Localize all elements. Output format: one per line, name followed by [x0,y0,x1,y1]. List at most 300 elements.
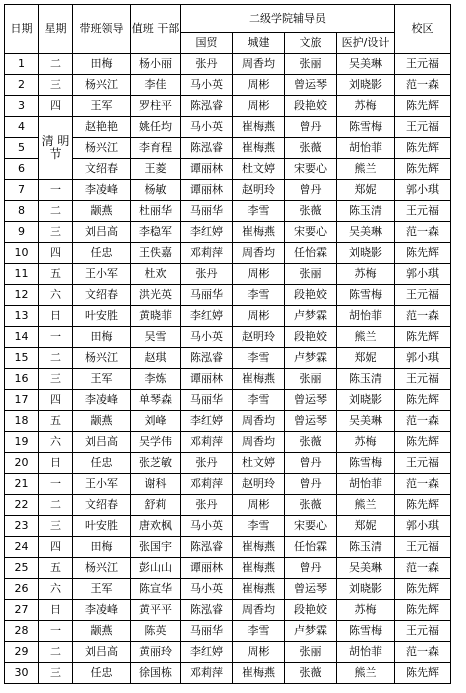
cell-date: 3 [5,96,39,117]
cell-yihu-sheji: 熊兰 [337,327,395,348]
cell-duty-cadre: 谢科 [131,474,181,495]
table-row [5,474,451,495]
cell-guomao: 马丽华 [181,201,233,222]
cell-yihu-sheji: 熊兰 [337,159,395,180]
cell-wenlv: 段艳姣 [285,285,337,306]
cell-weekday: 一 [39,327,73,348]
cell-yihu-sheji: 苏梅 [337,264,395,285]
cell-leader: 叶安胜 [73,516,131,537]
cell-leader: 任忠 [73,663,131,684]
cell-date: 8 [5,201,39,222]
cell-guomao: 马丽华 [181,621,233,642]
cell-wenlv: 张丽 [285,264,337,285]
cell-leader: 颛燕 [73,621,131,642]
cell-date: 13 [5,306,39,327]
cell-wenlv: 卢梦霖 [285,348,337,369]
cell-duty-cadre: 王佚嘉 [131,243,181,264]
cell-guomao: 张丹 [181,495,233,516]
table-row [5,600,451,621]
cell-guomao: 李红婷 [181,222,233,243]
cell-chengjian: 周香均 [233,411,285,432]
cell-yihu-sheji: 吴美琳 [337,222,395,243]
cell-yihu-sheji: 刘晓影 [337,579,395,600]
header-leader: 带班领导 [73,5,131,54]
cell-wenlv: 曾丹 [285,474,337,495]
cell-weekday: 二 [39,54,73,75]
cell-weekday: 三 [39,75,73,96]
cell-weekday: 三 [39,369,73,390]
cell-date: 16 [5,369,39,390]
subheader-guomao: 国贸 [181,33,233,54]
cell-campus: 陈先辉 [395,327,451,348]
cell-chengjian: 杜文婷 [233,453,285,474]
table-row [5,243,451,264]
cell-wenlv: 张丽 [285,369,337,390]
cell-weekday: 一 [39,621,73,642]
cell-leader: 王军 [73,96,131,117]
cell-leader: 田梅 [73,54,131,75]
cell-date: 25 [5,558,39,579]
cell-chengjian: 赵明玲 [233,180,285,201]
table-row [5,579,451,600]
cell-weekday: 四 [39,537,73,558]
cell-chengjian: 李雪 [233,621,285,642]
subheader-wenlv: 文旅 [285,33,337,54]
cell-leader: 李凌峰 [73,180,131,201]
cell-duty-cadre: 徐国栋 [131,663,181,684]
cell-duty-cadre: 吴学伟 [131,432,181,453]
cell-leader: 刘吕高 [73,642,131,663]
cell-duty-cadre: 杨小丽 [131,54,181,75]
cell-guomao: 张丹 [181,453,233,474]
cell-leader: 田梅 [73,537,131,558]
cell-yihu-sheji: 熊兰 [337,495,395,516]
cell-date: 26 [5,579,39,600]
cell-date: 29 [5,642,39,663]
cell-leader: 田梅 [73,327,131,348]
cell-duty-cadre: 张芝敏 [131,453,181,474]
cell-yihu-sheji: 苏梅 [337,600,395,621]
cell-campus: 范一森 [395,75,451,96]
cell-weekday: 日 [39,600,73,621]
cell-weekday: 日 [39,306,73,327]
cell-guomao: 马小英 [181,516,233,537]
table-row [5,54,451,75]
cell-wenlv: 宋要心 [285,516,337,537]
cell-duty-cadre: 杜丽华 [131,201,181,222]
cell-campus: 范一森 [395,222,451,243]
cell-weekday: 三 [39,663,73,684]
cell-chengjian: 周彬 [233,495,285,516]
table-row [5,180,451,201]
header-weekday: 星期 [39,5,73,54]
cell-wenlv: 曾运琴 [285,390,337,411]
cell-yihu-sheji: 苏梅 [337,96,395,117]
cell-guomao: 谭丽林 [181,159,233,180]
cell-guomao: 邓莉萍 [181,432,233,453]
cell-guomao: 谭丽林 [181,558,233,579]
cell-weekday: 日 [39,453,73,474]
cell-leader: 李凌峰 [73,390,131,411]
duty-schedule-table [4,4,451,684]
table-row [5,516,451,537]
holiday-cell: 清 明 节 [39,117,73,180]
cell-weekday: 一 [39,180,73,201]
cell-leader: 刘吕高 [73,222,131,243]
cell-date: 28 [5,621,39,642]
cell-wenlv: 曾丹 [285,558,337,579]
cell-campus: 陈先辉 [395,600,451,621]
cell-chengjian: 李雪 [233,516,285,537]
cell-yihu-sheji: 胡怡菲 [337,306,395,327]
cell-yihu-sheji: 陈雪梅 [337,285,395,306]
cell-wenlv: 段艳姣 [285,96,337,117]
cell-chengjian: 周彬 [233,306,285,327]
cell-campus: 王元福 [395,201,451,222]
cell-leader: 颛燕 [73,411,131,432]
table-row [5,327,451,348]
header-date: 日期 [5,5,39,54]
cell-yihu-sheji: 吴美琳 [337,54,395,75]
cell-guomao: 陈泓睿 [181,138,233,159]
cell-leader: 文绍春 [73,285,131,306]
cell-chengjian: 崔梅燕 [233,537,285,558]
cell-yihu-sheji: 陈雪梅 [337,621,395,642]
cell-wenlv: 曾运琴 [285,579,337,600]
cell-yihu-sheji: 吴美琳 [337,558,395,579]
cell-chengjian: 赵明玲 [233,327,285,348]
cell-yihu-sheji: 刘晓影 [337,75,395,96]
cell-chengjian: 崔梅燕 [233,663,285,684]
cell-duty-cadre: 吴雪 [131,327,181,348]
cell-chengjian: 周彬 [233,75,285,96]
cell-chengjian: 周香均 [233,243,285,264]
cell-weekday: 五 [39,558,73,579]
cell-chengjian: 周彬 [233,96,285,117]
cell-weekday: 二 [39,201,73,222]
subheader-yihu-sheji: 医护/设计 [337,33,395,54]
cell-yihu-sheji: 陈玉清 [337,369,395,390]
cell-duty-cadre: 彭山山 [131,558,181,579]
cell-chengjian: 李雪 [233,348,285,369]
cell-leader: 叶安胜 [73,306,131,327]
cell-yihu-sheji: 陈雪梅 [337,453,395,474]
cell-wenlv: 宋要心 [285,159,337,180]
cell-yihu-sheji: 刘晓影 [337,390,395,411]
cell-wenlv: 曾丹 [285,180,337,201]
cell-wenlv: 任怡霖 [285,537,337,558]
cell-duty-cadre: 张国宇 [131,537,181,558]
cell-wenlv: 曾运琴 [285,75,337,96]
cell-duty-cadre: 洪光英 [131,285,181,306]
table-row [5,432,451,453]
cell-wenlv: 张薇 [285,201,337,222]
cell-duty-cadre: 刘峰 [131,411,181,432]
table-row [5,201,451,222]
cell-guomao: 李红婷 [181,642,233,663]
cell-duty-cadre: 姚任均 [131,117,181,138]
cell-weekday: 二 [39,642,73,663]
cell-date: 22 [5,495,39,516]
cell-chengjian: 崔梅燕 [233,369,285,390]
cell-guomao: 谭丽林 [181,369,233,390]
cell-campus: 王元福 [395,369,451,390]
cell-duty-cadre: 黄平平 [131,600,181,621]
table-row [5,222,451,243]
cell-duty-cadre: 罗柱平 [131,96,181,117]
cell-wenlv: 任怡霖 [285,243,337,264]
cell-leader: 王军 [73,579,131,600]
cell-guomao: 张丹 [181,264,233,285]
cell-weekday: 四 [39,243,73,264]
table-row [5,117,451,138]
table-row [5,663,451,684]
table-row [5,369,451,390]
cell-leader: 颛燕 [73,201,131,222]
cell-date: 27 [5,600,39,621]
cell-date: 1 [5,54,39,75]
cell-campus: 王元福 [395,453,451,474]
cell-wenlv: 张薇 [285,138,337,159]
cell-date: 17 [5,390,39,411]
cell-chengjian: 周香均 [233,600,285,621]
cell-guomao: 邓莉萍 [181,474,233,495]
cell-guomao: 陈泓睿 [181,600,233,621]
table-row [5,75,451,96]
cell-date: 23 [5,516,39,537]
cell-weekday: 三 [39,222,73,243]
table-row [5,264,451,285]
cell-campus: 陈先辉 [395,432,451,453]
cell-chengjian: 崔梅燕 [233,222,285,243]
cell-duty-cadre: 舒莉 [131,495,181,516]
cell-weekday: 三 [39,516,73,537]
cell-campus: 郭小琪 [395,264,451,285]
cell-leader: 王军 [73,369,131,390]
cell-yihu-sheji: 陈玉清 [337,201,395,222]
cell-duty-cadre: 李育程 [131,138,181,159]
cell-duty-cadre: 黄晓菲 [131,306,181,327]
cell-campus: 王元福 [395,621,451,642]
cell-duty-cadre: 赵琪 [131,348,181,369]
cell-duty-cadre: 单琴森 [131,390,181,411]
cell-campus: 陈先辉 [395,96,451,117]
cell-wenlv: 卢梦霖 [285,306,337,327]
cell-weekday: 六 [39,285,73,306]
cell-wenlv: 张薇 [285,663,337,684]
cell-wenlv: 曾运琴 [285,411,337,432]
cell-chengjian: 崔梅燕 [233,558,285,579]
cell-duty-cadre: 陈英 [131,621,181,642]
cell-yihu-sheji: 郑妮 [337,348,395,369]
cell-leader: 杨兴江 [73,75,131,96]
cell-leader: 李凌峰 [73,600,131,621]
cell-guomao: 李红婷 [181,411,233,432]
cell-guomao: 马丽华 [181,390,233,411]
cell-weekday: 六 [39,579,73,600]
cell-campus: 陈先辉 [395,159,451,180]
cell-guomao: 谭丽林 [181,180,233,201]
cell-wenlv: 宋要心 [285,222,337,243]
table-row [5,642,451,663]
cell-wenlv: 曾丹 [285,453,337,474]
cell-campus: 陈先辉 [395,390,451,411]
header-duty-cadre: 值班 干部 [131,5,181,54]
cell-chengjian: 崔梅燕 [233,117,285,138]
cell-date: 9 [5,222,39,243]
cell-campus: 范一森 [395,558,451,579]
cell-date: 21 [5,474,39,495]
cell-yihu-sheji: 苏梅 [337,432,395,453]
cell-duty-cadre: 杨敏 [131,180,181,201]
cell-duty-cadre: 黄丽玲 [131,642,181,663]
cell-date: 24 [5,537,39,558]
header-college-counselors: 二级学院辅导员 [181,5,395,33]
table-row [5,96,451,117]
cell-chengjian: 赵明玲 [233,474,285,495]
cell-date: 4 [5,117,39,138]
cell-chengjian: 李雪 [233,390,285,411]
cell-chengjian: 周彬 [233,264,285,285]
cell-date: 5 [5,138,39,159]
cell-weekday: 二 [39,348,73,369]
cell-campus: 陈先辉 [395,138,451,159]
cell-yihu-sheji: 胡怡菲 [337,474,395,495]
cell-campus: 王元福 [395,117,451,138]
cell-date: 15 [5,348,39,369]
cell-guomao: 马丽华 [181,285,233,306]
cell-duty-cadre: 王菱 [131,159,181,180]
cell-guomao: 陈泓睿 [181,96,233,117]
cell-leader: 文绍春 [73,495,131,516]
cell-leader: 王小军 [73,474,131,495]
cell-weekday: 五 [39,411,73,432]
cell-guomao: 马小英 [181,579,233,600]
table-row [5,453,451,474]
cell-guomao: 陈泓睿 [181,348,233,369]
cell-weekday: 二 [39,495,73,516]
cell-date: 30 [5,663,39,684]
cell-chengjian: 周彬 [233,642,285,663]
cell-weekday: 五 [39,264,73,285]
cell-date: 14 [5,327,39,348]
cell-wenlv: 卢梦霖 [285,621,337,642]
cell-duty-cadre: 李稳军 [131,222,181,243]
cell-chengjian: 周香均 [233,54,285,75]
cell-campus: 王元福 [395,537,451,558]
cell-guomao: 陈泓睿 [181,537,233,558]
cell-wenlv: 段艳姣 [285,327,337,348]
cell-date: 7 [5,180,39,201]
cell-leader: 任忠 [73,453,131,474]
table-row [5,621,451,642]
table-row [5,348,451,369]
header-campus: 校区 [395,5,451,54]
table-row [5,411,451,432]
cell-date: 11 [5,264,39,285]
cell-leader: 赵艳艳 [73,117,131,138]
header-row [5,5,451,33]
cell-leader: 杨兴江 [73,138,131,159]
cell-campus: 王元福 [395,285,451,306]
cell-campus: 郭小琪 [395,180,451,201]
cell-duty-cadre: 唐欢枫 [131,516,181,537]
cell-yihu-sheji: 郑妮 [337,516,395,537]
cell-chengjian: 李雪 [233,201,285,222]
table-row [5,537,451,558]
cell-guomao: 邓莉萍 [181,243,233,264]
cell-chengjian: 崔梅燕 [233,138,285,159]
cell-yihu-sheji: 陈玉清 [337,537,395,558]
cell-date: 6 [5,159,39,180]
cell-date: 10 [5,243,39,264]
table-row [5,495,451,516]
cell-chengjian: 杜文婷 [233,159,285,180]
cell-guomao: 马小英 [181,75,233,96]
cell-weekday: 一 [39,474,73,495]
cell-weekday: 四 [39,390,73,411]
cell-campus: 陈先辉 [395,243,451,264]
cell-chengjian: 周香均 [233,432,285,453]
cell-leader: 王小军 [73,264,131,285]
cell-chengjian: 李雪 [233,285,285,306]
cell-leader: 文绍春 [73,159,131,180]
cell-duty-cadre: 杜欢 [131,264,181,285]
cell-wenlv: 张丽 [285,54,337,75]
cell-wenlv: 曾丹 [285,117,337,138]
cell-guomao: 马小英 [181,117,233,138]
cell-wenlv: 张丽 [285,642,337,663]
cell-yihu-sheji: 吴美琳 [337,411,395,432]
cell-campus: 范一森 [395,642,451,663]
cell-weekday: 六 [39,432,73,453]
cell-campus: 陈先辉 [395,579,451,600]
cell-campus: 范一森 [395,306,451,327]
cell-yihu-sheji: 熊兰 [337,663,395,684]
cell-duty-cadre: 李炼 [131,369,181,390]
cell-yihu-sheji: 胡怡菲 [337,642,395,663]
cell-leader: 杨兴江 [73,348,131,369]
cell-guomao: 李红婷 [181,306,233,327]
cell-yihu-sheji: 陈雪梅 [337,117,395,138]
table-row [5,390,451,411]
cell-campus: 陈先辉 [395,495,451,516]
cell-yihu-sheji: 胡怡菲 [337,138,395,159]
cell-duty-cadre: 陈宣华 [131,579,181,600]
cell-wenlv: 张薇 [285,432,337,453]
cell-wenlv: 张薇 [285,495,337,516]
cell-campus: 范一森 [395,474,451,495]
cell-chengjian: 崔梅燕 [233,579,285,600]
cell-leader: 刘吕高 [73,432,131,453]
cell-campus: 郭小琪 [395,516,451,537]
cell-guomao: 马小英 [181,327,233,348]
table-row [5,558,451,579]
cell-leader: 杨兴江 [73,558,131,579]
cell-campus: 郭小琪 [395,348,451,369]
cell-date: 18 [5,411,39,432]
cell-guomao: 邓莉萍 [181,663,233,684]
table-row [5,285,451,306]
cell-date: 19 [5,432,39,453]
cell-date: 12 [5,285,39,306]
table-row [5,306,451,327]
cell-date: 2 [5,75,39,96]
cell-yihu-sheji: 郑妮 [337,180,395,201]
cell-leader: 任忠 [73,243,131,264]
cell-campus: 陈先辉 [395,663,451,684]
cell-weekday: 四 [39,96,73,117]
